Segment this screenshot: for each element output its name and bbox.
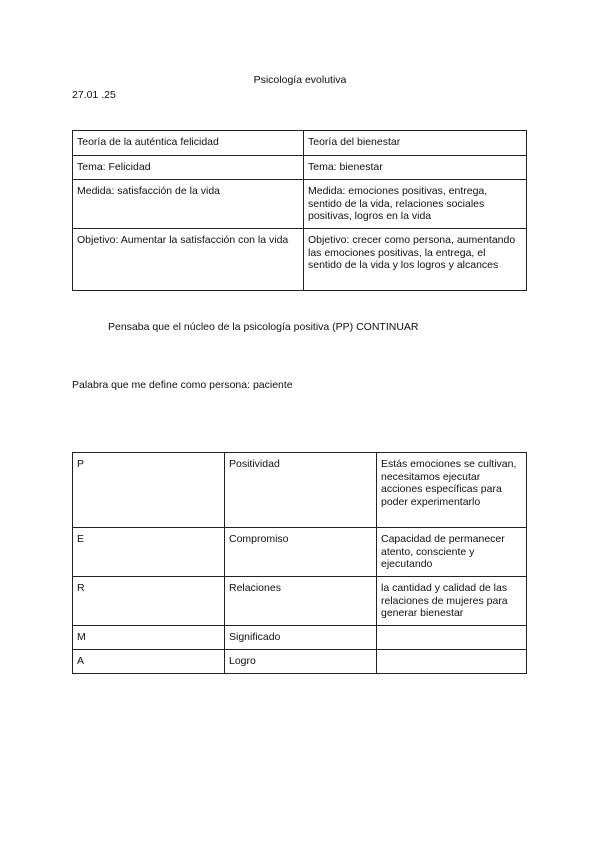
table-cell: Medida: emociones positivas, entrega, sentido de la vida, relaciones sociales positivas, logros en la vida (304, 180, 527, 229)
table-row (73, 229, 527, 291)
table-cell: Tema: bienestar (304, 156, 527, 180)
table-cell: P (73, 453, 225, 528)
table-cell: R (73, 577, 225, 626)
table-cell: M (73, 626, 225, 650)
table-cell: Capacidad de permanecer atento, consciente y ejecutando (377, 528, 527, 577)
table-cell: Objetivo: Aumentar la satisfacción con la vida (73, 229, 304, 291)
table-cell: Positividad (225, 453, 377, 528)
table-cell: Significado (225, 626, 377, 650)
table-row (73, 180, 527, 229)
table-cell: Teoría de la auténtica felicidad (73, 131, 304, 156)
table-row (73, 650, 527, 674)
table-cell (377, 626, 527, 650)
table-cell: Medida: satisfacción de la vida (73, 180, 304, 229)
document-title: Psicología evolutiva (253, 74, 347, 86)
table-cell: Relaciones (225, 577, 377, 626)
note-pp: Pensaba que el núcleo de la psicología positiva (PP) CONTINUAR (108, 321, 419, 333)
document-date: 27.01 .25 (72, 89, 116, 101)
table-cell: Logro (225, 650, 377, 674)
table-row (73, 626, 527, 650)
table-cell: Tema: Felicidad (73, 156, 304, 180)
table-row (73, 528, 527, 577)
table-cell: A (73, 650, 225, 674)
table-row (73, 577, 527, 626)
table-cell: Compromiso (225, 528, 377, 577)
note-word: Palabra que me define como persona: paciente (72, 379, 293, 391)
table-cell: E (73, 528, 225, 577)
perma-table (72, 452, 527, 674)
table-row (73, 156, 527, 180)
table-cell: Objetivo: crecer como persona, aumentando las emociones positivas, la entrega, el sentido de la vida y los logros y alcances (304, 229, 527, 291)
table-cell: Teoría del bienestar (304, 131, 527, 156)
table-cell (377, 650, 527, 674)
table-cell: la cantidad y calidad de las relaciones de mujeres para generar bienestar (377, 577, 527, 626)
table-row (73, 453, 527, 528)
table-row (73, 131, 527, 156)
comparison-table (72, 130, 527, 291)
table-cell: Estás emociones se cultivan, necesitamos ejecutar acciones específicas para poder experimentarlo (377, 453, 527, 528)
